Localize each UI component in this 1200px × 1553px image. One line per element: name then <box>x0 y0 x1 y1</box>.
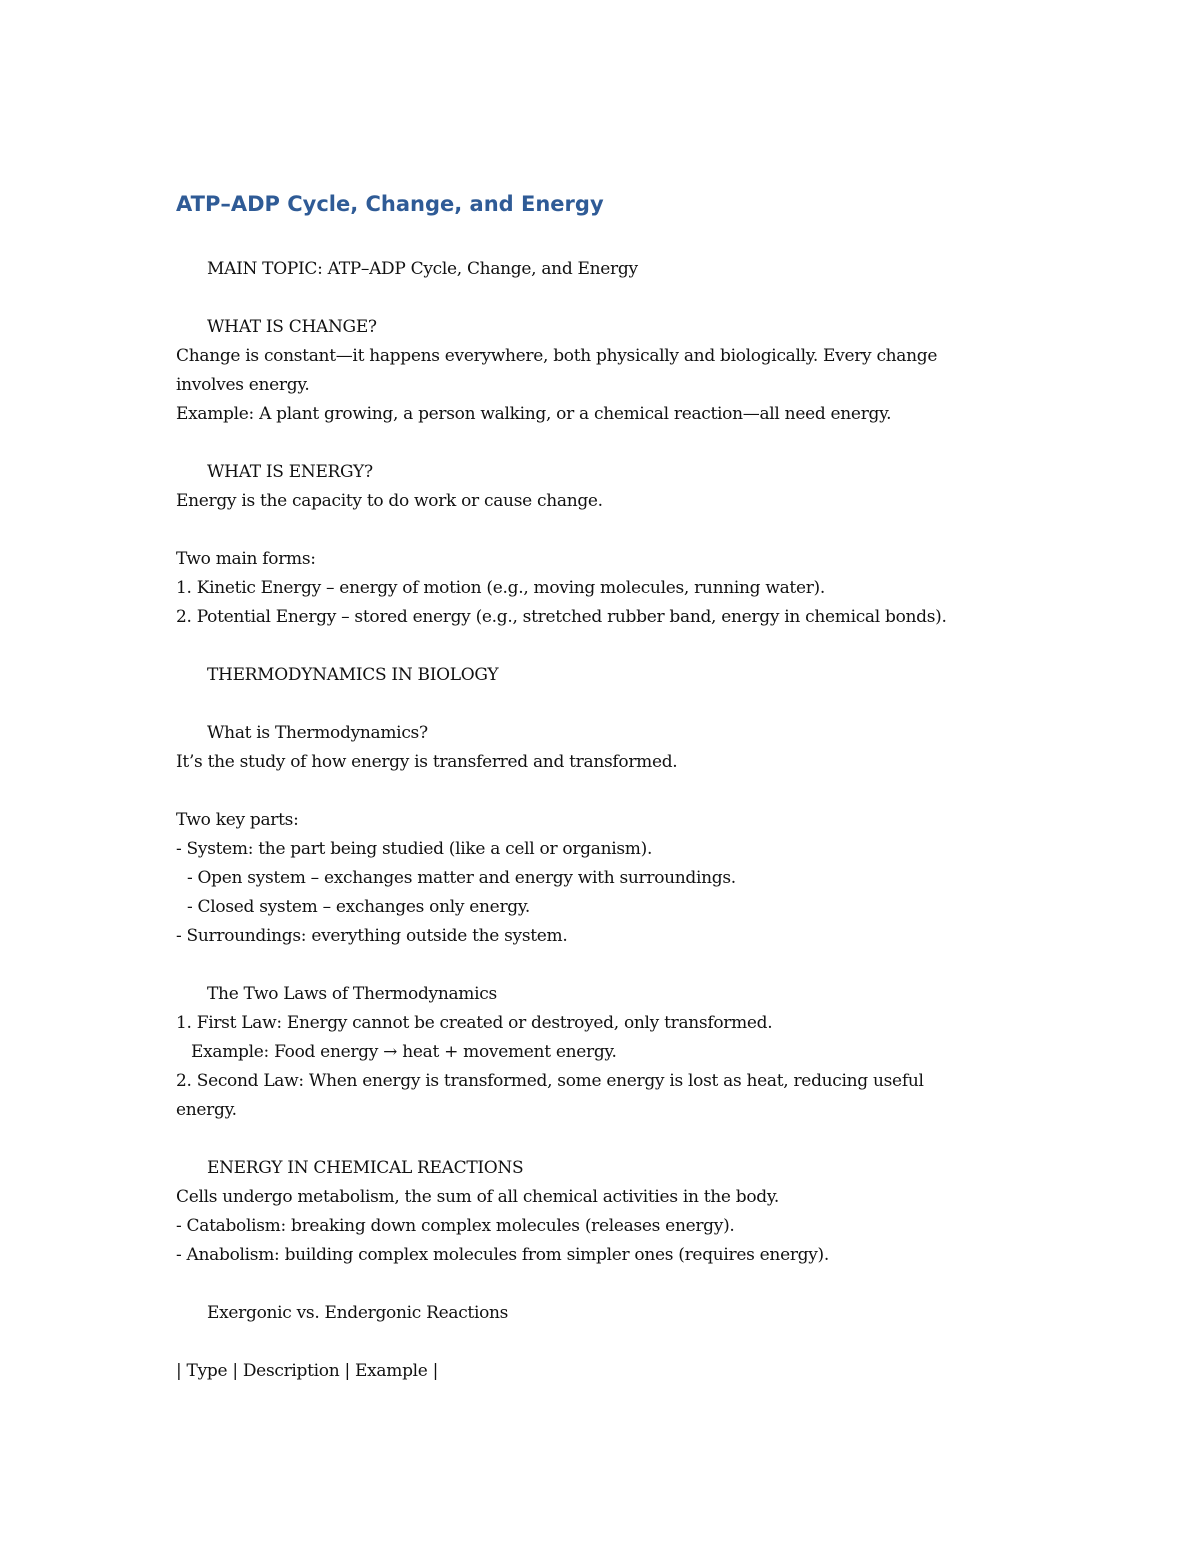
list-item: 1. First Law: Energy cannot be created or destroyed, only transformed. <box>176 1013 773 1033</box>
section-heading-reactions: ENERGY IN CHEMICAL REACTIONS <box>207 1158 524 1178</box>
list-item: 2. Second Law: When energy is transformed, some energy is lost as heat, reducing useful <box>176 1071 924 1091</box>
section-heading-thermodynamics: THERMODYNAMICS IN BIOLOGY <box>207 665 499 685</box>
subsection-heading: What is Thermodynamics? <box>207 723 428 743</box>
list-item: - Surroundings: everything outside the system. <box>176 926 568 946</box>
paragraph-line: It’s the study of how energy is transferred and transformed. <box>176 752 678 772</box>
paragraph-line: Energy is the capacity to do work or cause change. <box>176 491 603 511</box>
list-item: - System: the part being studied (like a cell or organism). <box>176 839 653 859</box>
subsection-heading: The Two Laws of Thermodynamics <box>207 984 497 1004</box>
paragraph-line: Change is constant—it happens everywhere, both physically and biologically. Every change <box>176 346 938 366</box>
paragraph-line: Two key parts: <box>176 810 299 830</box>
list-item: 1. Kinetic Energy – energy of motion (e.g., moving molecules, running water). <box>176 578 825 598</box>
paragraph-line: Example: A plant growing, a person walking, or a chemical reaction—all need energy. <box>176 404 892 424</box>
list-item: - Closed system – exchanges only energy. <box>187 897 530 917</box>
list-item: - Catabolism: breaking down complex molecules (releases energy). <box>176 1216 735 1236</box>
list-item: 2. Potential Energy – stored energy (e.g., stretched rubber band, energy in chemical bonds). <box>176 607 947 627</box>
list-item: - Anabolism: building complex molecules from simpler ones (requires energy). <box>176 1245 829 1265</box>
paragraph-line: Two main forms: <box>176 549 316 569</box>
paragraph-line: involves energy. <box>176 375 310 395</box>
list-item: energy. <box>176 1100 237 1120</box>
section-heading-energy: WHAT IS ENERGY? <box>207 462 373 482</box>
subsection-heading: Exergonic vs. Endergonic Reactions <box>207 1303 509 1323</box>
document-title: ATP–ADP Cycle, Change, and Energy <box>176 192 604 216</box>
paragraph-line: Cells undergo metabolism, the sum of all chemical activities in the body. <box>176 1187 780 1207</box>
list-item: Example: Food energy → heat + movement energy. <box>191 1042 617 1062</box>
main-topic-line: MAIN TOPIC: ATP–ADP Cycle, Change, and Energy <box>207 259 638 279</box>
table-header-row: | Type | Description | Example | <box>176 1361 439 1381</box>
list-item: - Open system – exchanges matter and energy with surroundings. <box>187 868 736 888</box>
section-heading-change: WHAT IS CHANGE? <box>207 317 377 337</box>
